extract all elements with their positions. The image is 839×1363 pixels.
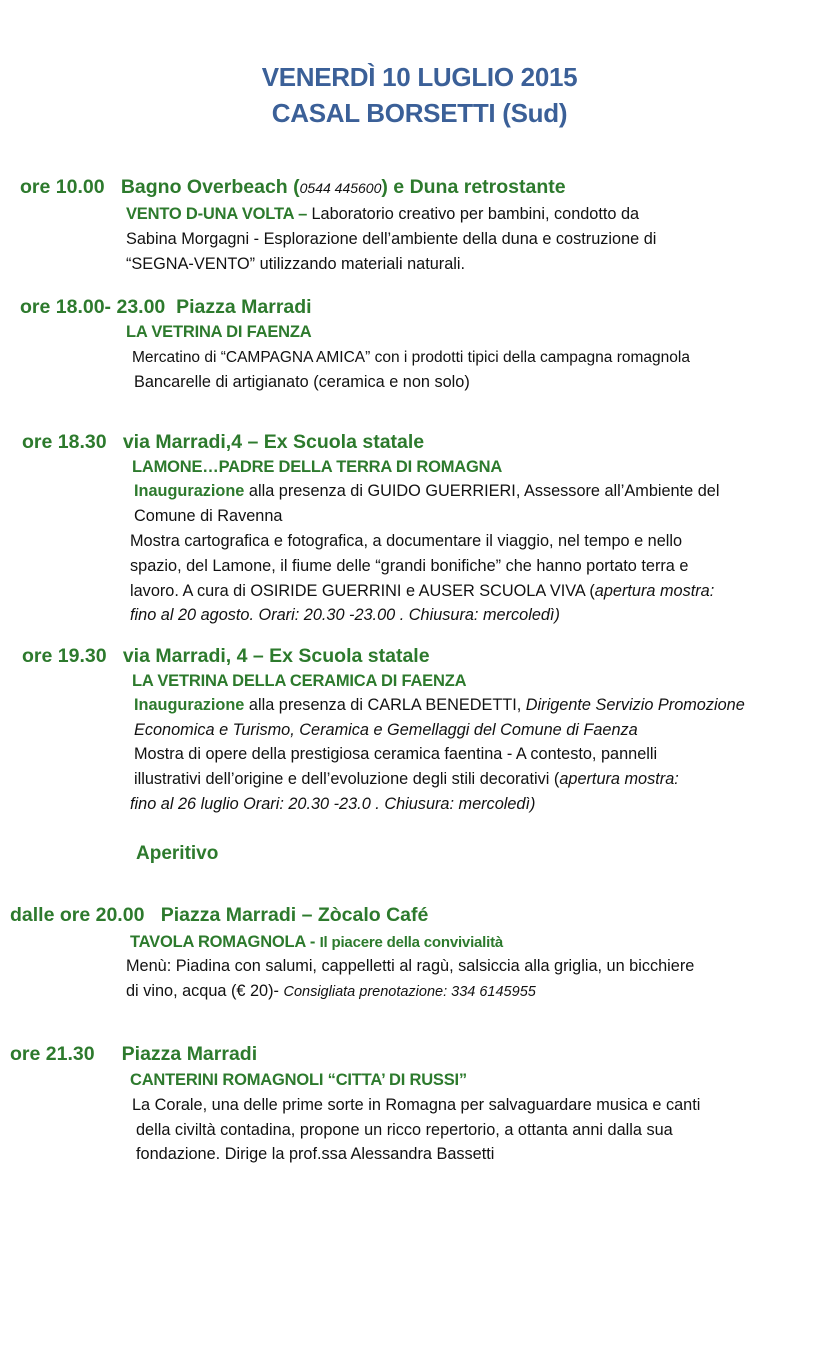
event-heading: [10, 904, 428, 927]
event-description: Economica e Turismo, Ceramica e Gemellaggi del Comune di Faenza: [134, 721, 638, 739]
event-title: LA VETRINA DELLA CERAMICA DI FAENZA: [132, 672, 467, 690]
event-time: ore 10.00: [20, 176, 105, 198]
event-time: ore 21.30: [10, 1043, 95, 1065]
event-time: dalle ore 20.00: [10, 904, 145, 926]
event-description: di vino, acqua (€ 20)- Consigliata prenotazione: 334 6145955: [126, 982, 536, 1000]
event-subtitle: Il piacere della convivialità: [319, 934, 504, 951]
event-heading: [20, 176, 566, 199]
aperitivo-label: Aperitivo: [136, 843, 219, 864]
event-place-after: ) e Duna retrostante: [381, 176, 566, 198]
event-title: VENTO D-UNA VOLTA –: [126, 205, 312, 223]
event-place: Bagno Overbeach (: [120, 176, 300, 198]
event-time: ore 18.00- 23.00: [20, 296, 166, 318]
event-heading: [20, 296, 312, 319]
event-heading: [22, 431, 424, 454]
event-time: ore 18.30: [22, 431, 107, 453]
event-description: fino al 26 luglio Orari: 20.30 -23.0 . Chiusura: mercoledì): [130, 795, 536, 813]
page-title-line1: VENERDÌ 10 LUGLIO 2015: [261, 62, 578, 92]
event-description: fondazione. Dirige la prof.ssa Alessandra Bassetti: [136, 1145, 495, 1163]
event-description: VENTO D-UNA VOLTA – Laboratorio creativo per bambini, condotto da: [126, 205, 640, 223]
event-title: TAVOLA ROMAGNOLA - Il piacere della convivialità: [130, 933, 504, 951]
page-title-line2: CASAL BORSETTI (Sud): [271, 98, 568, 128]
event-description: fino al 20 agosto. Orari: 20.30 -23.00 . Chiusura: mercoledì): [130, 606, 560, 624]
event-description: Inaugurazione alla presenza di GUIDO GUERRIERI, Assessore all’Ambiente del: [134, 482, 720, 500]
event-description: Mostra di opere della prestigiosa ceramica faentina - A contesto, pannelli: [134, 745, 658, 763]
event-description: Sabina Morgagni - Esplorazione dell’ambiente della duna e costruzione di: [126, 230, 657, 248]
event-description: La Corale, una delle prime sorte in Romagna per salvaguardare musica e canti: [132, 1096, 701, 1114]
event-title: LA VETRINA DI FAENZA: [126, 323, 312, 341]
event-title: CANTERINI ROMAGNOLI “CITTA’ DI RUSSI”: [130, 1071, 467, 1089]
event-description: “SEGNA-VENTO” utilizzando materiali naturali.: [126, 255, 466, 273]
event-description: Inaugurazione alla presenza di CARLA BENEDETTI, Dirigente Servizio Promozione: [134, 696, 745, 714]
event-description: Bancarelle di artigianato (ceramica e non solo): [134, 373, 470, 391]
event-description: spazio, del Lamone, il fiume delle “grandi bonifiche” che hanno portato terra e: [130, 557, 689, 575]
event-description: Mercatino di “CAMPAGNA AMICA” con i prodotti tipici della campagna romagnola: [132, 349, 690, 366]
event-place: Piazza Marradi – Zòcalo Café: [160, 904, 429, 926]
event-place: via Marradi,4 – Ex Scuola statale: [122, 431, 425, 453]
event-description: illustrativi dell’origine e dell’evoluzione degli stili decorativi (apertura mostra:: [134, 770, 679, 788]
event-description: della civiltà contadina, propone un ricco repertorio, a ottanta anni dalla sua: [136, 1121, 673, 1139]
event-description: Comune di Ravenna: [134, 507, 283, 525]
event-title: LAMONE…PADRE DELLA TERRA DI ROMAGNA: [132, 458, 503, 476]
event-heading: [22, 645, 430, 668]
event-phone: 0544 445600: [299, 180, 382, 196]
event-place: via Marradi, 4 – Ex Scuola statale: [122, 645, 430, 667]
event-description: lavoro. A cura di OSIRIDE GUERRINI e AUSER SCUOLA VIVA (apertura mostra:: [130, 582, 715, 600]
event-place: Piazza Marradi: [121, 1043, 258, 1065]
booking-note: Consigliata prenotazione: 334 6145955: [283, 984, 536, 1000]
inauguration-label: Inaugurazione: [134, 696, 245, 714]
event-time: ore 19.30: [22, 645, 107, 667]
event-description: Menù: Piadina con salumi, cappelletti al ragù, salsiccia alla griglia, un bicchiere: [126, 957, 695, 975]
event-heading: [10, 1043, 257, 1066]
inauguration-label: Inaugurazione: [134, 482, 245, 500]
event-description: Mostra cartografica e fotografica, a documentare il viaggio, nel tempo e nello: [130, 532, 683, 550]
event-place: Piazza Marradi: [176, 296, 312, 318]
